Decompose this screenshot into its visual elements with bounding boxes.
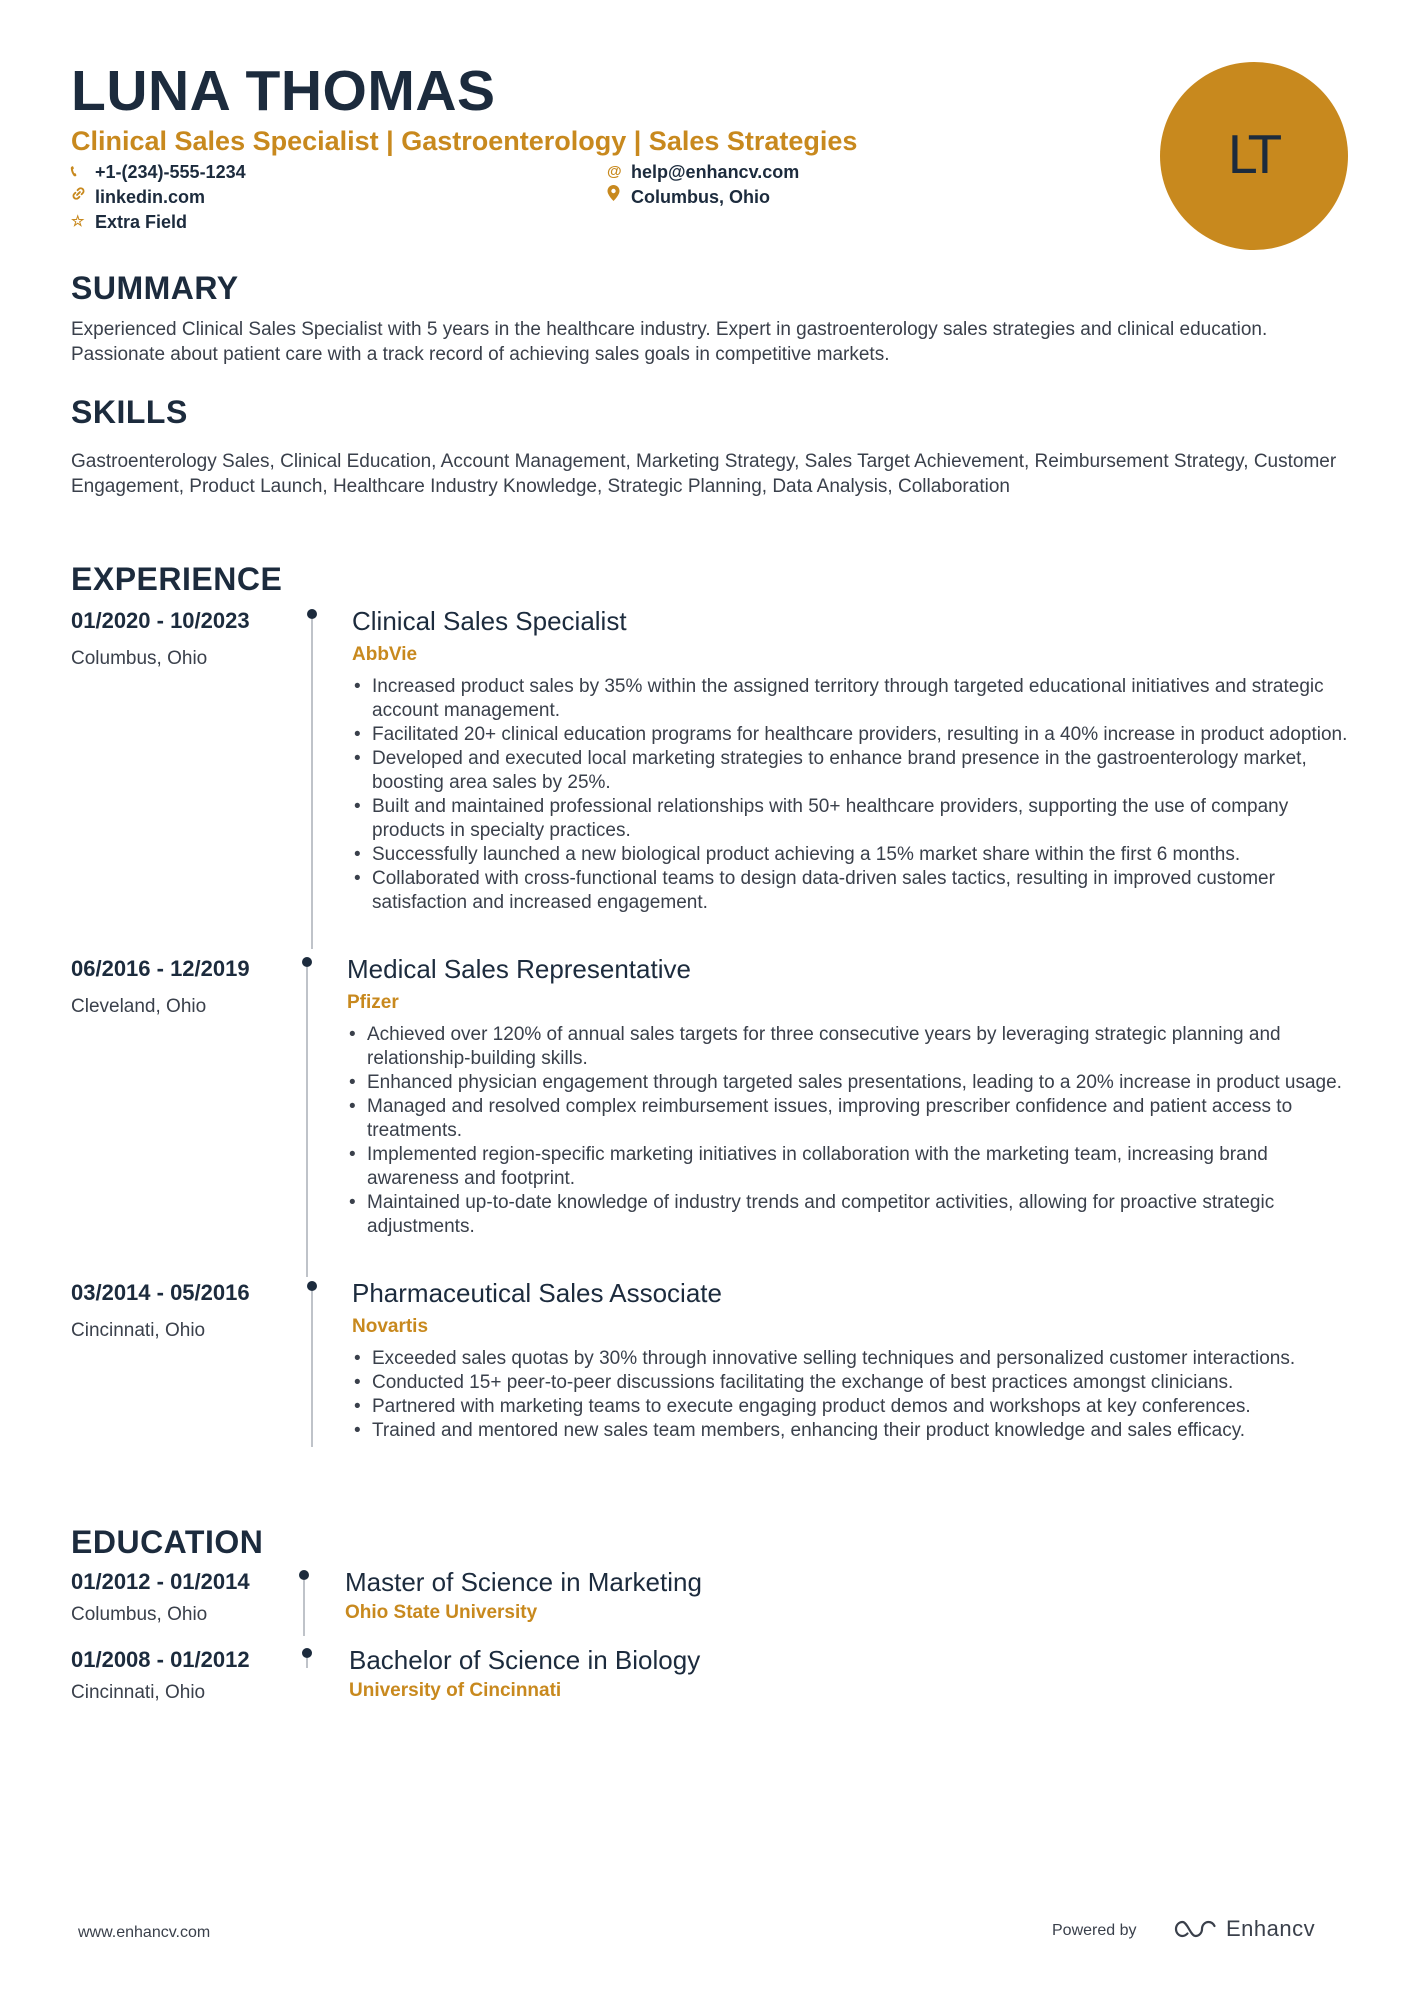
- contact-extra: [71, 210, 187, 234]
- education-title: EDUCATION: [71, 1524, 264, 1560]
- phone-text: +1-(234)-555-1234: [95, 162, 246, 182]
- bullet-item: • Managed and resolved complex reimbursement issues, improving prescriber confidence and patient access to treatments.: [347, 1095, 1352, 1143]
- contact-email[interactable]: [607, 160, 799, 184]
- location-text: Columbus, Ohio: [631, 187, 770, 207]
- contact-linkedin[interactable]: [71, 185, 205, 209]
- experience-role: Pharmaceutical Sales Associate: [352, 1278, 722, 1308]
- skills-text: Gastroenterology Sales, Clinical Education, Account Management, Marketing Strategy, Sales Target Achievement, Reimbursement Strategy, Customer Engagement, Product Launch, Healthcare Industry Knowledge, Strategic Planning, Data Analysis, Collaboration: [71, 451, 1337, 497]
- timeline-dot: [299, 1570, 309, 1580]
- timeline-line: [311, 619, 313, 949]
- experience-company: AbbVie: [352, 644, 418, 665]
- experience-bullets: [347, 1023, 1352, 1239]
- link-icon: [71, 185, 91, 209]
- bullet-item: • Enhanced physician engagement through targeted sales presentations, leading to a 20% increase in product usage.: [347, 1071, 1352, 1095]
- enhancv-logo-icon: [1172, 1916, 1220, 1942]
- bullet-item: • Developed and executed local marketing strategies to enhance brand presence in the gastroenterology market, boosting area sales by 25%.: [352, 747, 1352, 795]
- experience-title: EXPERIENCE: [71, 561, 283, 597]
- education-degree: Bachelor of Science in Biology: [349, 1645, 701, 1675]
- experience-location: Columbus, Ohio: [71, 648, 208, 669]
- powered-by-label: Powered by: [1052, 1922, 1137, 1939]
- phone-icon: 📞︎: [71, 163, 77, 180]
- experience-company: Pfizer: [347, 992, 399, 1013]
- experience-location: Cincinnati, Ohio: [71, 1320, 206, 1341]
- summary-text: Experienced Clinical Sales Specialist with 5 years in the healthcare industry. Expert in gastroenterology sales strategies and clinical education. Passionate about patient care with a track record of achieving sales goals in competitive markets.: [71, 319, 1268, 365]
- experience-item: [71, 605, 1351, 950]
- timeline-dot: [302, 1648, 312, 1658]
- bullet-item: • Successfully launched a new biological product achieving a 15% market share within the first 6 months.: [352, 843, 1352, 867]
- experience-item: [71, 953, 1351, 1273]
- bullet-item: • Conducted 15+ peer-to-peer discussions facilitating the exchange of best practices amongst clinicians.: [352, 1371, 1357, 1395]
- contact-info: [71, 160, 891, 240]
- education-location: Columbus, Ohio: [71, 1604, 208, 1625]
- bullet-item: • Trained and mentored new sales team members, enhancing their product knowledge and sales efficacy.: [352, 1419, 1357, 1443]
- experience-dates: 03/2014 - 05/2016: [71, 1280, 250, 1305]
- timeline-line: [311, 1291, 313, 1447]
- summary-title: SUMMARY: [71, 270, 239, 306]
- star-icon: ☆: [71, 213, 85, 230]
- timeline-line: [306, 967, 308, 1277]
- education-degree: Master of Science in Marketing: [345, 1567, 702, 1597]
- timeline-dot: [307, 1281, 317, 1291]
- contact-phone[interactable]: [71, 160, 246, 184]
- timeline-line: [303, 1580, 305, 1636]
- experience-dates: 06/2016 - 12/2019: [71, 956, 250, 981]
- experience-dates: 01/2020 - 10/2023: [71, 608, 250, 633]
- at-icon: @: [607, 163, 622, 180]
- headline: Clinical Sales Specialist | Gastroenterology | Sales Strategies: [71, 126, 858, 156]
- avatar: [1160, 62, 1348, 250]
- linkedin-text: linkedin.com: [95, 187, 206, 207]
- education-item: [71, 1566, 1351, 1644]
- email-text: help@enhancv.com: [631, 162, 800, 182]
- experience-role: Medical Sales Representative: [347, 954, 691, 984]
- extra-text: Extra Field: [95, 212, 188, 232]
- education-dates: 01/2008 - 01/2012: [71, 1647, 250, 1672]
- bullet-item: • Built and maintained professional relationships with 50+ healthcare providers, supporting the use of company products in specialty practices.: [352, 795, 1352, 843]
- bullet-item: • Increased product sales by 35% within the assigned territory through targeted educational initiatives and strategic account management.: [352, 675, 1352, 723]
- education-school: University of Cincinnati: [349, 1680, 562, 1701]
- bullet-item: • Partnered with marketing teams to execute engaging product demos and workshops at key conferences.: [352, 1395, 1357, 1419]
- education-dates: 01/2012 - 01/2014: [71, 1569, 250, 1594]
- timeline-line: [306, 1658, 308, 1668]
- bullet-item: • Facilitated 20+ clinical education programs for healthcare providers, resulting in a 40% increase in product adoption.: [352, 723, 1352, 747]
- brand-name: Enhancv: [1226, 1916, 1316, 1941]
- contact-location: [607, 185, 770, 209]
- candidate-name: LUNA THOMAS: [71, 59, 496, 123]
- experience-bullets: [352, 675, 1352, 915]
- footer-url[interactable]: www.enhancv.com: [78, 1924, 211, 1941]
- brand-logo[interactable]: [1172, 1916, 1315, 1942]
- skills-title: SKILLS: [71, 394, 188, 430]
- bullet-item: • Achieved over 120% of annual sales targets for three consecutive years by leveraging strategic planning and relationship-building skills.: [347, 1023, 1352, 1071]
- bullet-item: • Implemented region-specific marketing initiatives in collaboration with the marketing team, increasing brand awareness and footprint.: [347, 1143, 1352, 1191]
- bullet-item: • Maintained up-to-date knowledge of industry trends and competitor activities, allowing for proactive strategic adjustments.: [347, 1191, 1352, 1239]
- timeline-dot: [302, 957, 312, 967]
- experience-location: Cleveland, Ohio: [71, 996, 207, 1017]
- bullet-item: • Exceeded sales quotas by 30% through innovative selling techniques and personalized customer interactions.: [352, 1347, 1357, 1371]
- map-pin-icon: [607, 185, 627, 209]
- experience-company: Novartis: [352, 1316, 429, 1337]
- education-school: Ohio State University: [345, 1602, 538, 1623]
- education-location: Cincinnati, Ohio: [71, 1682, 206, 1703]
- experience-bullets: [352, 1347, 1357, 1443]
- bullet-item: • Collaborated with cross-functional teams to design data-driven sales tactics, resulting in improved customer satisfaction and increased engagement.: [352, 867, 1352, 915]
- experience-role: Clinical Sales Specialist: [352, 606, 627, 636]
- avatar-initials: LT: [1227, 126, 1281, 186]
- education-item: [71, 1644, 1351, 1722]
- timeline-dot: [307, 609, 317, 619]
